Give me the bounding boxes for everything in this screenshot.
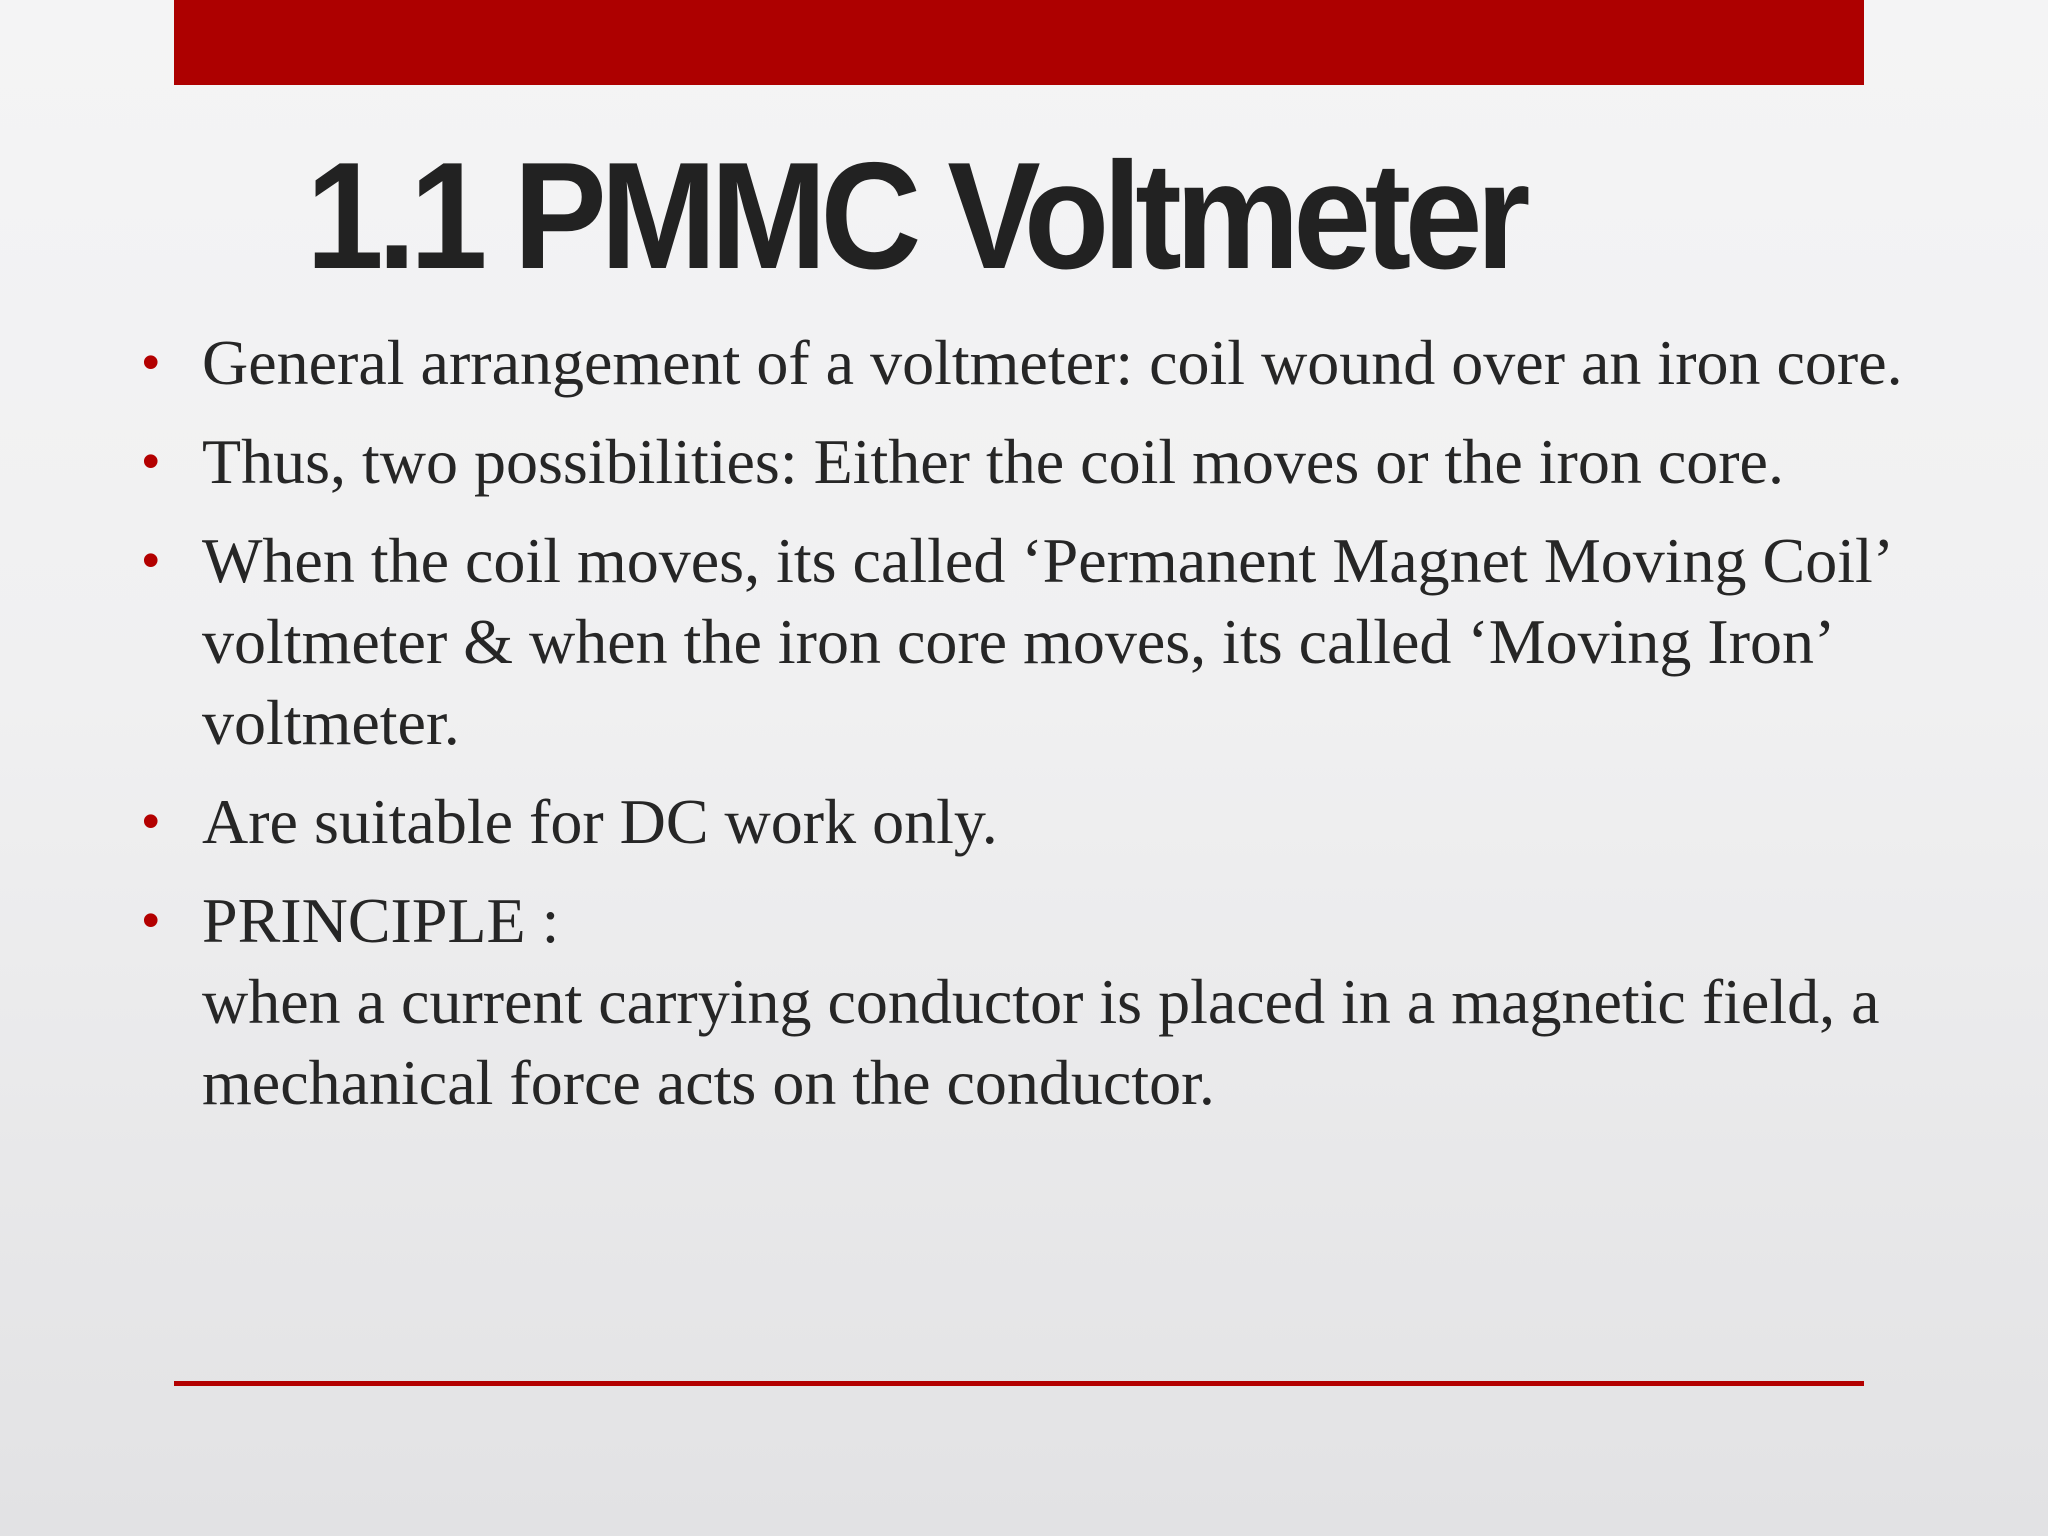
bullet-text: When the coil moves, its called ‘Permanent Magnet Moving Coil’ voltmeter & when the iron core moves, its called ‘Moving Iron’ voltmeter. xyxy=(202,525,1890,758)
bottom-accent-line xyxy=(174,1381,1864,1386)
bullet-item xyxy=(138,520,1908,763)
bullet-item-principle xyxy=(138,880,1908,1123)
bullet-item xyxy=(138,421,1908,502)
bullet-icon: • xyxy=(142,793,160,849)
bullet-icon: • xyxy=(142,532,160,588)
bullet-text: General arrangement of a voltmeter: coil wound over an iron core. xyxy=(202,327,1903,398)
principle-label: PRINCIPLE : xyxy=(202,885,560,956)
bullet-text: Are suitable for DC work only. xyxy=(202,786,998,857)
bullet-item xyxy=(138,781,1908,862)
principle-text: when a current carrying conductor is placed in a magnetic field, a mechanical force acts on the conductor. xyxy=(202,966,1880,1118)
bullet-icon: • xyxy=(142,334,160,390)
top-accent-bar xyxy=(174,0,1864,85)
slide-title: 1.1 PMMC Voltmeter xyxy=(306,131,1525,301)
bullet-item xyxy=(138,322,1908,403)
bullet-text: Thus, two possibilities: Either the coil moves or the iron core. xyxy=(202,426,1784,497)
bullet-list xyxy=(138,322,1908,1141)
bullet-icon: • xyxy=(142,892,160,948)
bullet-icon: • xyxy=(142,433,160,489)
